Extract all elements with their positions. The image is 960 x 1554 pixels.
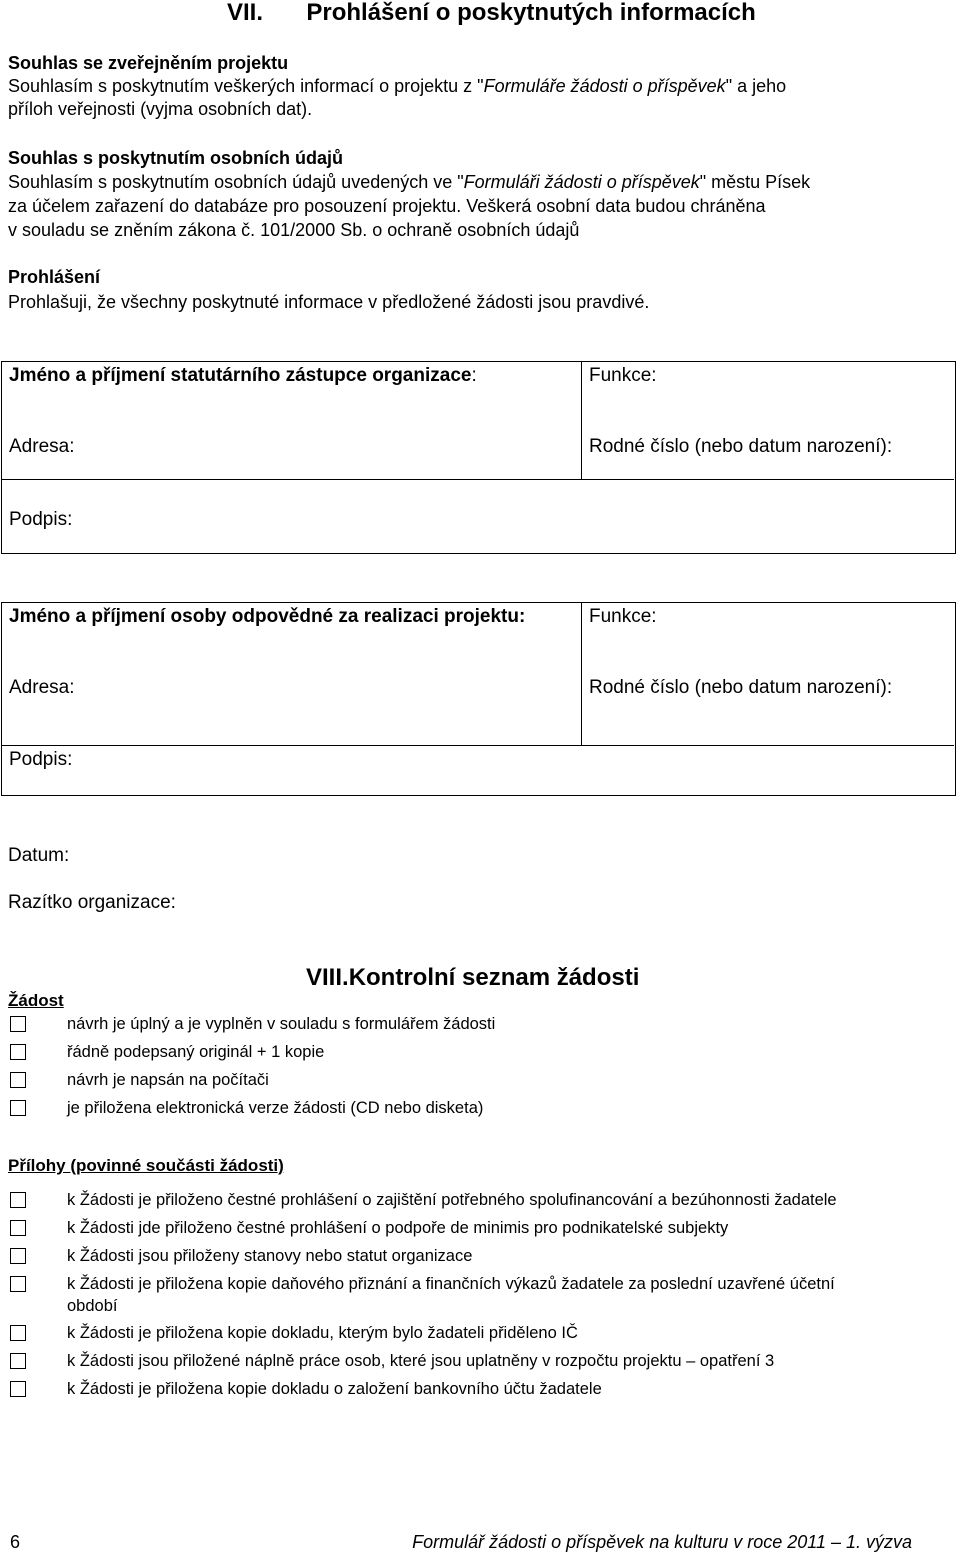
statutory-signature-label[interactable]: Podpis: [9,509,73,530]
attachment-item-5: k Žádosti je přiložena kopie dokladu, kterým bylo žadateli přiděleno IČ [67,1324,578,1342]
application-item-2: řádně podepsaný originál + 1 kopie [67,1043,325,1061]
statutory-representative-table [1,361,956,554]
statutory-function-label[interactable]: Funkce: [589,365,657,386]
date-label[interactable]: Datum: [8,845,70,866]
page-number: 6 [10,1532,21,1552]
stamp-label[interactable]: Razítko organizace: [8,892,176,913]
section-7-title: Prohlášení o poskytnutých informacích [306,0,756,26]
attachment-checkbox-2[interactable] [10,1220,26,1236]
application-heading: Žádost [8,991,64,1010]
statutory-name-label[interactable] [9,365,477,387]
consent-project-text-a: Souhlasím s poskytnutím veškerých informací o projektu z " [8,76,484,96]
table-divider [581,603,582,745]
project-manager-function-label[interactable]: Funkce: [589,606,657,627]
attachment-checkbox-5[interactable] [10,1325,26,1341]
attachment-checkbox-6[interactable] [10,1353,26,1369]
consent-personal-text-a: Souhlasím s poskytnutím osobních údajů uvedených ve " [8,172,464,192]
statutory-name-colon: : [471,365,477,386]
declaration-text: Prohlašuji, že všechny poskytnuté informace v předložené žádosti jsou pravdivé. [8,292,650,312]
section-8-number: VIII. [306,964,349,991]
consent-personal-form-name: Formuláři žádosti o příspěvek [463,172,700,192]
attachment-item-4: k Žádosti je přiložena kopie daňového přiznání a finančních výkazů žadatele za poslední uzavřené účetní [67,1275,835,1293]
attachment-checkbox-1[interactable] [10,1192,26,1208]
attachment-item-3: k Žádosti jsou přiloženy stanovy nebo statut organizace [67,1247,473,1265]
application-checkbox-2[interactable] [10,1044,26,1060]
consent-personal-line-2: za účelem zařazení do databáze pro posouzení projektu. Veškerá osobní data budou chráněna [8,196,766,216]
declaration-heading: Prohlášení [8,267,101,287]
application-checkbox-4[interactable] [10,1100,26,1116]
attachment-item-6: k Žádosti jsou přiložené náplně práce osob, které jsou uplatněny v rozpočtu projektu – opatření 3 [67,1352,775,1370]
attachment-checkbox-3[interactable] [10,1248,26,1264]
consent-personal-line-1 [8,170,810,194]
table-divider [581,362,582,479]
statutory-birth-label[interactable]: Rodné číslo (nebo datum narození): [589,436,893,457]
project-manager-address-label[interactable]: Adresa: [9,677,75,698]
attachments-heading: Přílohy (povinné součásti žádosti) [8,1156,284,1175]
application-item-4: je přiložena elektronická verze žádosti (CD nebo disketa) [67,1099,484,1117]
project-manager-name-label[interactable]: Jméno a příjmení osoby odpovědné za realizaci projektu: [9,606,526,627]
attachment-item-1: k Žádosti je přiloženo čestné prohlášení o zajištění potřebného spolufinancování a bezúhonnosti žadatele [67,1191,837,1209]
project-manager-birth-label[interactable]: Rodné číslo (nebo datum narození): [589,677,893,698]
section-8-title: Kontrolní seznam žádosti [348,964,640,991]
application-item-1: návrh je úplný a je vyplněn v souladu s formulářem žádosti [67,1015,496,1033]
attachment-checkbox-7[interactable] [10,1381,26,1397]
section-7-heading [227,0,756,27]
statutory-address-label[interactable]: Adresa: [9,436,75,457]
consent-personal-text-b: " městu Písek [699,172,811,192]
attachment-item-7: k Žádosti je přiložena kopie dokladu o založení bankovního účtu žadatele [67,1380,602,1398]
consent-personal-heading: Souhlas s poskytnutím osobních údajů [8,148,344,168]
footer-document-title: Formulář žádosti o příspěvek na kulturu v roce 2011 – 1. výzva [412,1532,912,1552]
table-divider [2,745,954,746]
application-checkbox-3[interactable] [10,1072,26,1088]
attachment-checkbox-4[interactable] [10,1276,26,1292]
section-8-heading [306,964,639,992]
consent-project-line-1 [8,74,786,98]
consent-project-text-b: " a jeho [725,76,787,96]
table-divider [2,479,954,480]
statutory-name-label-text: Jméno a příjmení statutárního zástupce organizace [9,365,472,386]
consent-project-line-2: příloh veřejnosti (vyjma osobních dat). [8,99,313,119]
project-manager-table [1,602,956,796]
section-7-number: VII. [227,0,264,26]
consent-project-form-name: Formuláře žádosti o příspěvek [483,76,726,96]
application-checkbox-1[interactable] [10,1016,26,1032]
attachment-item-4-continued: období [67,1297,118,1315]
attachment-item-2: k Žádosti jde přiloženo čestné prohlášení o podpoře de minimis pro podnikatelské subjekty [67,1219,729,1237]
consent-personal-line-3: v souladu se zněním zákona č. 101/2000 Sb. o ochraně osobních údajů [8,220,580,240]
consent-project-heading: Souhlas se zveřejněním projektu [8,53,289,73]
project-manager-signature-label[interactable]: Podpis: [9,749,73,770]
application-item-3: návrh je napsán na počítači [67,1071,269,1089]
